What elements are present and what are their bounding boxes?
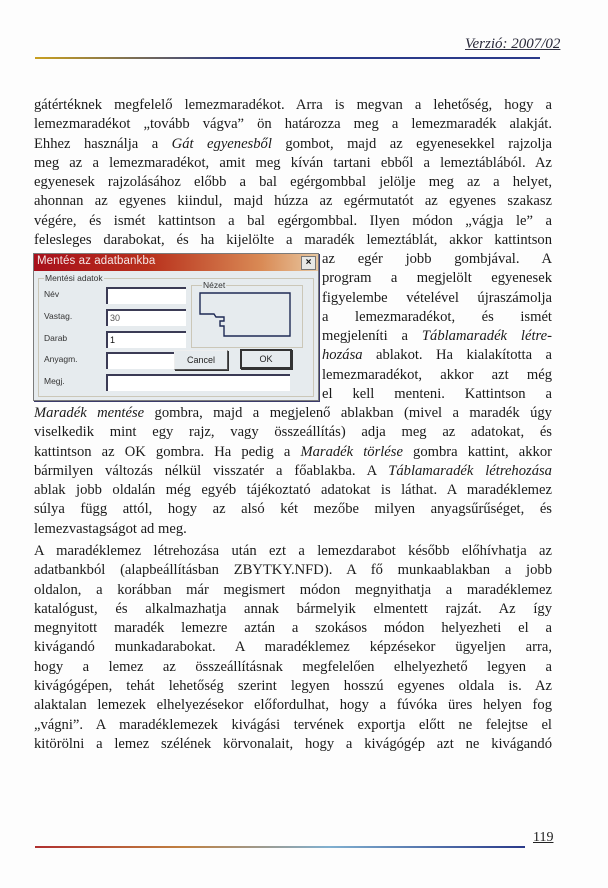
text-line: A maradéklemez létrehozása után ezt a lemezdarabot később előhívhatja az [34, 543, 552, 559]
group-preview-label: Nézet [203, 280, 226, 290]
text-line: oldalon, a korábban már megismert módon megnyithatja a maradéklemez [34, 581, 552, 598]
text-line: alaktalan lemezek elhelyezésekor előfordulhat, hogy a fúvóka üres helyen fog [34, 697, 552, 714]
preview-shape [199, 292, 294, 342]
text-line: adatbankból (alapbeállításban ZBYTKY.NFD). A fő munkaablakban a jobb [34, 562, 552, 579]
paragraph-3 [34, 542, 552, 754]
quantity-input[interactable]: 1 [106, 331, 186, 348]
text-line: meg az a lemezmaradékot, amit meg kíván tartani ebből a lemeztáblából. Az [34, 154, 552, 171]
text-line: viselkedik mint egy rajz, vagy összeállítás) adja meg az adatokat, és [34, 424, 552, 441]
name-input[interactable] [106, 287, 186, 304]
thickness-input[interactable]: 30 [106, 309, 186, 326]
page-number: 119 [533, 830, 554, 845]
emphasis: hozása [322, 347, 363, 364]
text-line: hozása ablakot. Ha kialakította a [322, 347, 552, 364]
emphasis: Táblamaradék létrehozása [388, 462, 552, 479]
note-input[interactable] [106, 374, 290, 391]
text-line: figyelembe vételével újraszámolja [322, 289, 552, 306]
text-line: megnyitott maradék lemezre aztán a szokásos módon helyezheti el a [34, 620, 552, 637]
paragraph-1 [34, 96, 552, 250]
emphasis: Gát egyenesből [171, 135, 272, 152]
field-label-note: Megj. [44, 376, 65, 386]
text-line: lemezmaradékot, akkor azt még [322, 366, 552, 383]
text-line: katalógust, és alkalmazhatja annak bármelyik elmentett rajzát. Az így [34, 600, 552, 617]
text-line: az egér jobb gombjával. A [322, 251, 552, 267]
close-icon: × [305, 257, 312, 268]
text-line: gátértéknek megfelelő lemezmaradékot. Arra is megvan a lehetőség, hogy a [34, 97, 552, 113]
emphasis: Maradék mentése [34, 405, 145, 421]
header-rule [35, 57, 540, 59]
field-label-quantity: Darab [44, 333, 68, 343]
cancel-button[interactable]: Cancel [174, 350, 228, 370]
footer-rule [35, 846, 525, 848]
text-line: egyenesek rajzolásához előbb a bal egérgombbal jelölje meg az a helyet, [34, 174, 552, 191]
text-line: hogy a lemez az összeállításnak megfelelően elhelyezhető legyen a [34, 658, 552, 675]
text-line: „vágni”. A maradéklemezek kivágási tervének exportja előtt ne felejtse el [34, 716, 552, 733]
dialog-title: Mentés az adatbankba [37, 255, 156, 267]
paragraph-2 [34, 404, 552, 539]
text-line: megjeleníti a Táblamaradék létre- [322, 328, 552, 345]
text-line: végére, és ismét kattintson a bal egérgombbal. Ilyen módon „vágja le” a [34, 212, 552, 229]
text-line: Ehhez használja a Gát egyenesből gombot, majd az egyenesekkel rajzolja [34, 135, 552, 152]
save-to-database-dialog [33, 253, 319, 401]
field-label-thickness: Vastag. [44, 311, 73, 321]
text-line: lemezmaradékot „tovább vágva” ön határozza meg a lemezmaradék alakját. [34, 116, 552, 133]
text-line: kitörölni a lemez szélének körvonalait, hogy a kivágógép azt ne kivágandó [34, 735, 552, 752]
text-line: Maradék mentése gombra, majd a megjelenő ablakban (mivel a maradék úgy [34, 405, 552, 421]
emphasis: Maradék törlése [300, 443, 403, 460]
text-line: lemezvastagságot ad meg. [34, 520, 187, 537]
text-line: súlya függ attól, hogy az alsó két mezőbe milyen anyagsűrűséget, és [34, 501, 552, 518]
text-line: a lemezmaradékot, és ismét [322, 308, 552, 325]
text-line: bármilyen változás nélkül visszatér a főablakba. A Táblamaradék létrehozása [34, 462, 552, 479]
header-version: Verzió: 2007/02 [465, 36, 561, 52]
field-label-material: Anyagm. [44, 354, 78, 364]
text-line: program a megjelölt egyenesek [322, 270, 552, 287]
text-line: ablak jobb oldalán még egyéb tájékoztató adatokat is láthat. A maradéklemez [34, 482, 552, 499]
close-button[interactable] [301, 256, 316, 270]
text-line: ahonnan az egyenes kiindul, majd húzza az egérmutatót az egyenes szakasz [34, 193, 552, 210]
ok-button[interactable]: OK [240, 349, 292, 369]
side-text [322, 250, 552, 404]
text-line: kivágógépen, tehát lehetőség szerint legyen hosszú egyenes oldala is. Az [34, 678, 552, 695]
dialog-titlebar [34, 254, 318, 271]
text-line: kattintson az OK gombra. Ha pedig a Maradék törlése gombra kattint, akkor [34, 443, 552, 460]
emphasis: Táblamaradék létre- [421, 328, 552, 345]
text-line: kivágandó munkadarabokat. A maradéklemez képzésekor ügyeljen arra, [34, 639, 552, 656]
field-label-name: Név [44, 289, 60, 299]
text-line: el kell menteni. Kattintson a [322, 386, 552, 403]
text-line: felesleges darabokat, és ha kijelölte a maradék lemeztáblát, akkor kattintson [34, 232, 552, 249]
group-save-data-label: Mentési adatok [45, 273, 103, 283]
